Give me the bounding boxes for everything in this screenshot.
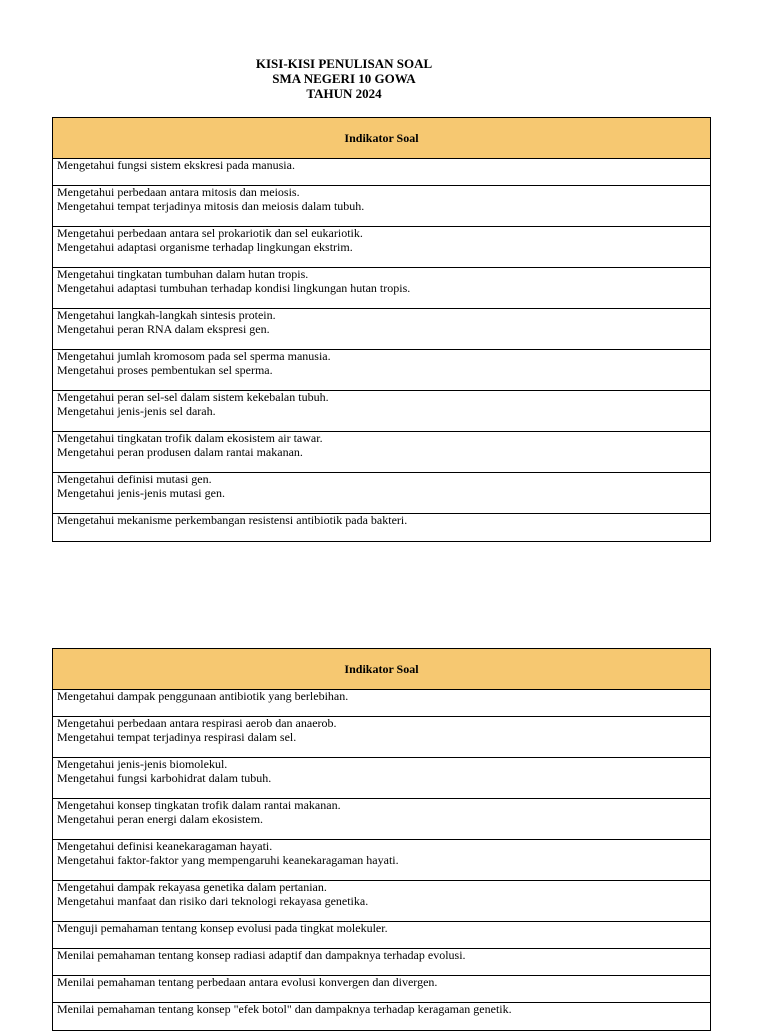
indicator-text: Mengetahui jenis-jenis sel darah. <box>57 403 216 418</box>
indicator-table <box>52 648 711 1031</box>
indicator-text: Mengetahui perbedaan antara mitosis dan meiosis. <box>57 186 300 199</box>
indicator-text: Mengetahui definisi keanekaragaman hayati. <box>57 840 273 853</box>
indicator-text: Mengetahui peran produsen dalam rantai makanan. <box>57 444 303 459</box>
title-line: KISI-KISI PENULISAN SOAL <box>255 56 433 71</box>
table-row <box>53 514 710 541</box>
table-row <box>53 227 710 268</box>
table-row <box>53 717 710 758</box>
indicator-text: Mengetahui proses pembentukan sel sperma. <box>57 362 273 377</box>
indicator-text: Mengetahui tempat terjadinya mitosis dan meiosis dalam tubuh. <box>57 198 365 213</box>
document-title <box>0 56 688 101</box>
table-row <box>53 473 710 514</box>
indicator-text: Mengetahui manfaat dan risiko dari teknologi rekayasa genetika. <box>57 893 369 908</box>
table-row <box>53 976 710 1003</box>
indicator-text: Menguji pemahaman tentang konsep evolusi pada tingkat molekuler. <box>57 922 388 935</box>
title-line: TAHUN 2024 <box>306 86 382 101</box>
indicator-text: Mengetahui definisi mutasi gen. <box>57 473 212 486</box>
indicator-text: Mengetahui perbedaan antara sel prokariotik dan sel eukariotik. <box>57 227 363 240</box>
indicator-text: Mengetahui tingkatan tumbuhan dalam hutan tropis. <box>57 268 309 281</box>
indicator-text: Mengetahui jenis-jenis biomolekul. <box>57 758 228 771</box>
table-row <box>53 690 710 717</box>
indicator-text: Mengetahui perbedaan antara respirasi aerob dan anaerob. <box>57 717 337 730</box>
indicator-text: Menilai pemahaman tentang konsep radiasi adaptif dan dampaknya terhadap evolusi. <box>57 949 466 962</box>
table-row <box>53 432 710 473</box>
indicator-text: Mengetahui adaptasi organisme terhadap lingkungan ekstrim. <box>57 239 353 254</box>
table-row <box>53 350 710 391</box>
table-row <box>53 1003 710 1030</box>
indicator-text: Mengetahui dampak penggunaan antibiotik yang berlebihan. <box>57 690 349 703</box>
indicator-text: Mengetahui peran energi dalam ekosistem. <box>57 811 264 826</box>
indicator-text: Mengetahui tingkatan trofik dalam ekosistem air tawar. <box>57 432 323 445</box>
table-row <box>53 159 710 186</box>
indicator-text: Mengetahui fungsi karbohidrat dalam tubuh. <box>57 770 272 785</box>
table-row <box>53 309 710 350</box>
title-line: SMA NEGERI 10 GOWA <box>272 71 416 86</box>
table-row <box>53 799 710 840</box>
table-row <box>53 922 710 949</box>
table-row <box>53 949 710 976</box>
indicator-text: Mengetahui jumlah kromosom pada sel sperma manusia. <box>57 350 331 363</box>
table-header: Indikator Soal <box>53 649 710 690</box>
indicator-text: Mengetahui dampak rekayasa genetika dalam pertanian. <box>57 881 327 894</box>
indicator-text: Mengetahui peran RNA dalam ekspresi gen. <box>57 321 270 336</box>
indicator-text: Mengetahui mekanisme perkembangan resistensi antibiotik pada bakteri. <box>57 514 408 527</box>
table-row <box>53 840 710 881</box>
indicator-text: Mengetahui faktor-faktor yang mempengaruhi keanekaragaman hayati. <box>57 852 399 867</box>
indicator-text: Mengetahui langkah-langkah sintesis protein. <box>57 309 276 322</box>
table-row <box>53 758 710 799</box>
table-header: Indikator Soal <box>53 118 710 159</box>
indicator-text: Mengetahui tempat terjadinya respirasi dalam sel. <box>57 729 297 744</box>
indicator-table <box>52 117 711 542</box>
indicator-text: Mengetahui adaptasi tumbuhan terhadap kondisi lingkungan hutan tropis. <box>57 280 411 295</box>
table-row <box>53 186 710 227</box>
indicator-text: Menilai pemahaman tentang konsep "efek botol" dan dampaknya terhadap keragaman genetik. <box>57 1003 512 1016</box>
table-row <box>53 268 710 309</box>
indicator-text: Mengetahui jenis-jenis mutasi gen. <box>57 485 225 500</box>
indicator-text: Menilai pemahaman tentang perbedaan antara evolusi konvergen dan divergen. <box>57 976 438 989</box>
indicator-text: Mengetahui fungsi sistem ekskresi pada manusia. <box>57 159 295 172</box>
indicator-text: Mengetahui konsep tingkatan trofik dalam rantai makanan. <box>57 799 341 812</box>
table-row <box>53 881 710 922</box>
indicator-text: Mengetahui peran sel-sel dalam sistem kekebalan tubuh. <box>57 391 329 404</box>
table-row <box>53 391 710 432</box>
